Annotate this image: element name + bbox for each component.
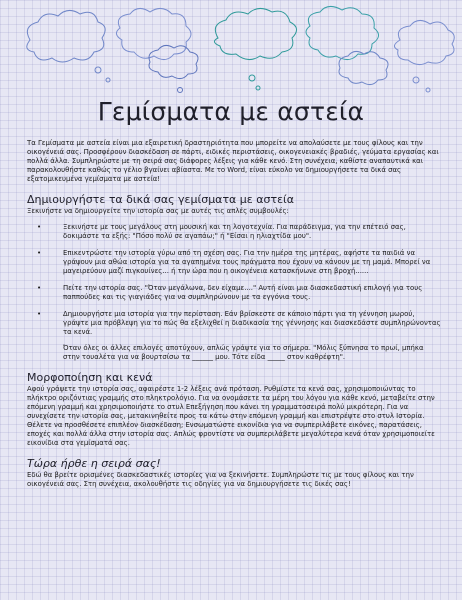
page-title: Γεμίσματα με αστεία	[97, 97, 365, 126]
cloud-shape	[27, 10, 105, 62]
list-item: • Ξεκινήστε με τους μεγάλους στη μουσική και τη λογοτεχνία. Για παράδειγμα, για την επέτειό σας, δοκιμάστε τα εξής: "Πόσο πολύ σε αγαπάω;" ή "Είσαι η ηλιαχτίδα μου".	[37, 223, 406, 240]
bullet-icon: •	[37, 223, 42, 231]
cloud-shape	[306, 6, 379, 59]
section-heading-your-turn: Τώρα ήρθε η σειρά σας!	[27, 457, 161, 470]
cloud-shape	[394, 20, 454, 64]
cloud-shape	[149, 45, 198, 78]
format-paragraph: Αφού γράψετε την ιστορία σας, αφαιρέστε 1-2 λέξεις ανά πρόταση. Ρυθμίστε τα κενά σας, χρησιμοποιώντας το πλήκτρο οριζόντιας γραμμής στο πληκτρολόγιο. Για να ονομάσετε τα μέρη του λόγου για κάθε κενό, μεταβείτε στην επόμενη γραμμή και χρησιμοποιήστε το στυλ Επεξήγηση που κάνει τη γραμματοσειρά πολύ μικρότερη. Για να συνεχίσετε την ιστορία σας, μετακινηθείτε προς τα κάτω στην επόμενη γραμμή και επιστρέψτε στο στυλ Ιστορία. Θέλετε να προσθέσετε επιπλέον διασκέδαση; Ενσωματώστε εικονίδια για να συμπεριλάβετε εικόνες, παρατάσεις, εποχές και πολλά άλλα στην ιστορία σας. Απλώς φροντίστε να συμπεριλάβετε μεγαλύτερα κενά όταν χρησιμοποιείτε εικονίδια στα γεμίσματά σας.	[27, 385, 435, 447]
bullet-icon: •	[37, 310, 42, 318]
intro-paragraph: Τα Γεμίσματα με αστεία είναι μια εξαιρετική δραστηριότητα που μπορείτε να απολαύσετε με τους φίλους και την οικογένειά σας. Προσφέρουν διασκέδαση σε πάρτι, ειδικές περιστάσεις, οικογενειακές βραδιές, γεύματα εργασίας και πολλά άλλα. Συμπληρώστε με τη σειρά σας διάφορες λέξεις για κάθε κενό. Στη συνέχεια, καθίστε αναπαυτικά και παρακολουθήστε καθώς το γέλιο βγαίνει αβίαστα. Με το Word, είναι εύκολο να δημιουργήσετε τα δικά σας εξατομικευμένα γεμίσματα με αστεία!	[27, 139, 439, 183]
bullet-icon: •	[37, 284, 42, 292]
list-item: • Δημιουργήστε μια ιστορία για την περίσταση. Εάν βρίσκεστε σε κάποιο πάρτι για τη γέννηση μωρού, γράψτε μια πρόβλεψη για το πώς θα εξελιχθεί η διαδικασία της γέννησης και διασκεδάστε συμπληρώνοντας τα κενά.	[37, 310, 441, 336]
cloud-shape	[116, 8, 191, 59]
cloud-decoration	[0, 0, 462, 110]
section-note: Όταν όλες οι άλλες επιλογές αποτύχουν, απλώς γράψτε για το σήμερα. "Μόλις ξύπνησα το πρωί, μπήκα στην τουαλέτα για να βουρτσίσω τα ______ μου. Τότε είδα _____ στον καθρέφτη".	[63, 344, 424, 361]
bullet-icon: •	[37, 249, 42, 257]
section-heading-format: Μορφοποίηση και κενά	[27, 371, 153, 384]
list-item: • Πείτε την ιστορία σας. "Όταν μεγάλωνα, δεν είχαμε...." Αυτή είναι μια διασκεδαστική επιλογή για τους παππούδες και τις γιαγιάδες για να συμπληρώνουν με τα εγγόνια τους.	[37, 284, 423, 301]
cloud-shape	[339, 51, 388, 84]
section-heading-create: Δημιουργήστε τα δικά σας γεμίσματα με αστεία	[27, 193, 295, 206]
your-turn-paragraph: Εδώ θα βρείτε ορισμένες διασκεδαστικές ιστορίες για να ξεκινήσετε. Συμπληρώστε τις με τους φίλους και την οικογένειά σας. Στη συνέχεια, ακολουθήστε τις οδηγίες για να δημιουργήσετε τις δικές σας!	[27, 471, 414, 488]
list-item: • Επικεντρώστε την ιστορία γύρω από τη σχέση σας. Για την ημέρα της μητέρας, αφήστε τα παιδιά να γράψουν μια αθώα ιστορία για τα αγαπημένα τους πράγματα που έχουν να κάνουν με τη μαμά. Μπορεί να μαγειρεύουν μαζί πιγκουίνες... ή την ώρα που η οικογένεια κατασκήνωνε στη βροχή......	[37, 249, 431, 275]
document-body	[27, 139, 441, 496]
cloud-shape	[214, 8, 296, 59]
section-lead: Ξεκινήστε να δημιουργείτε την ιστορία σας με αυτές τις απλές συμβουλές:	[27, 207, 289, 215]
tips-list	[27, 223, 441, 337]
